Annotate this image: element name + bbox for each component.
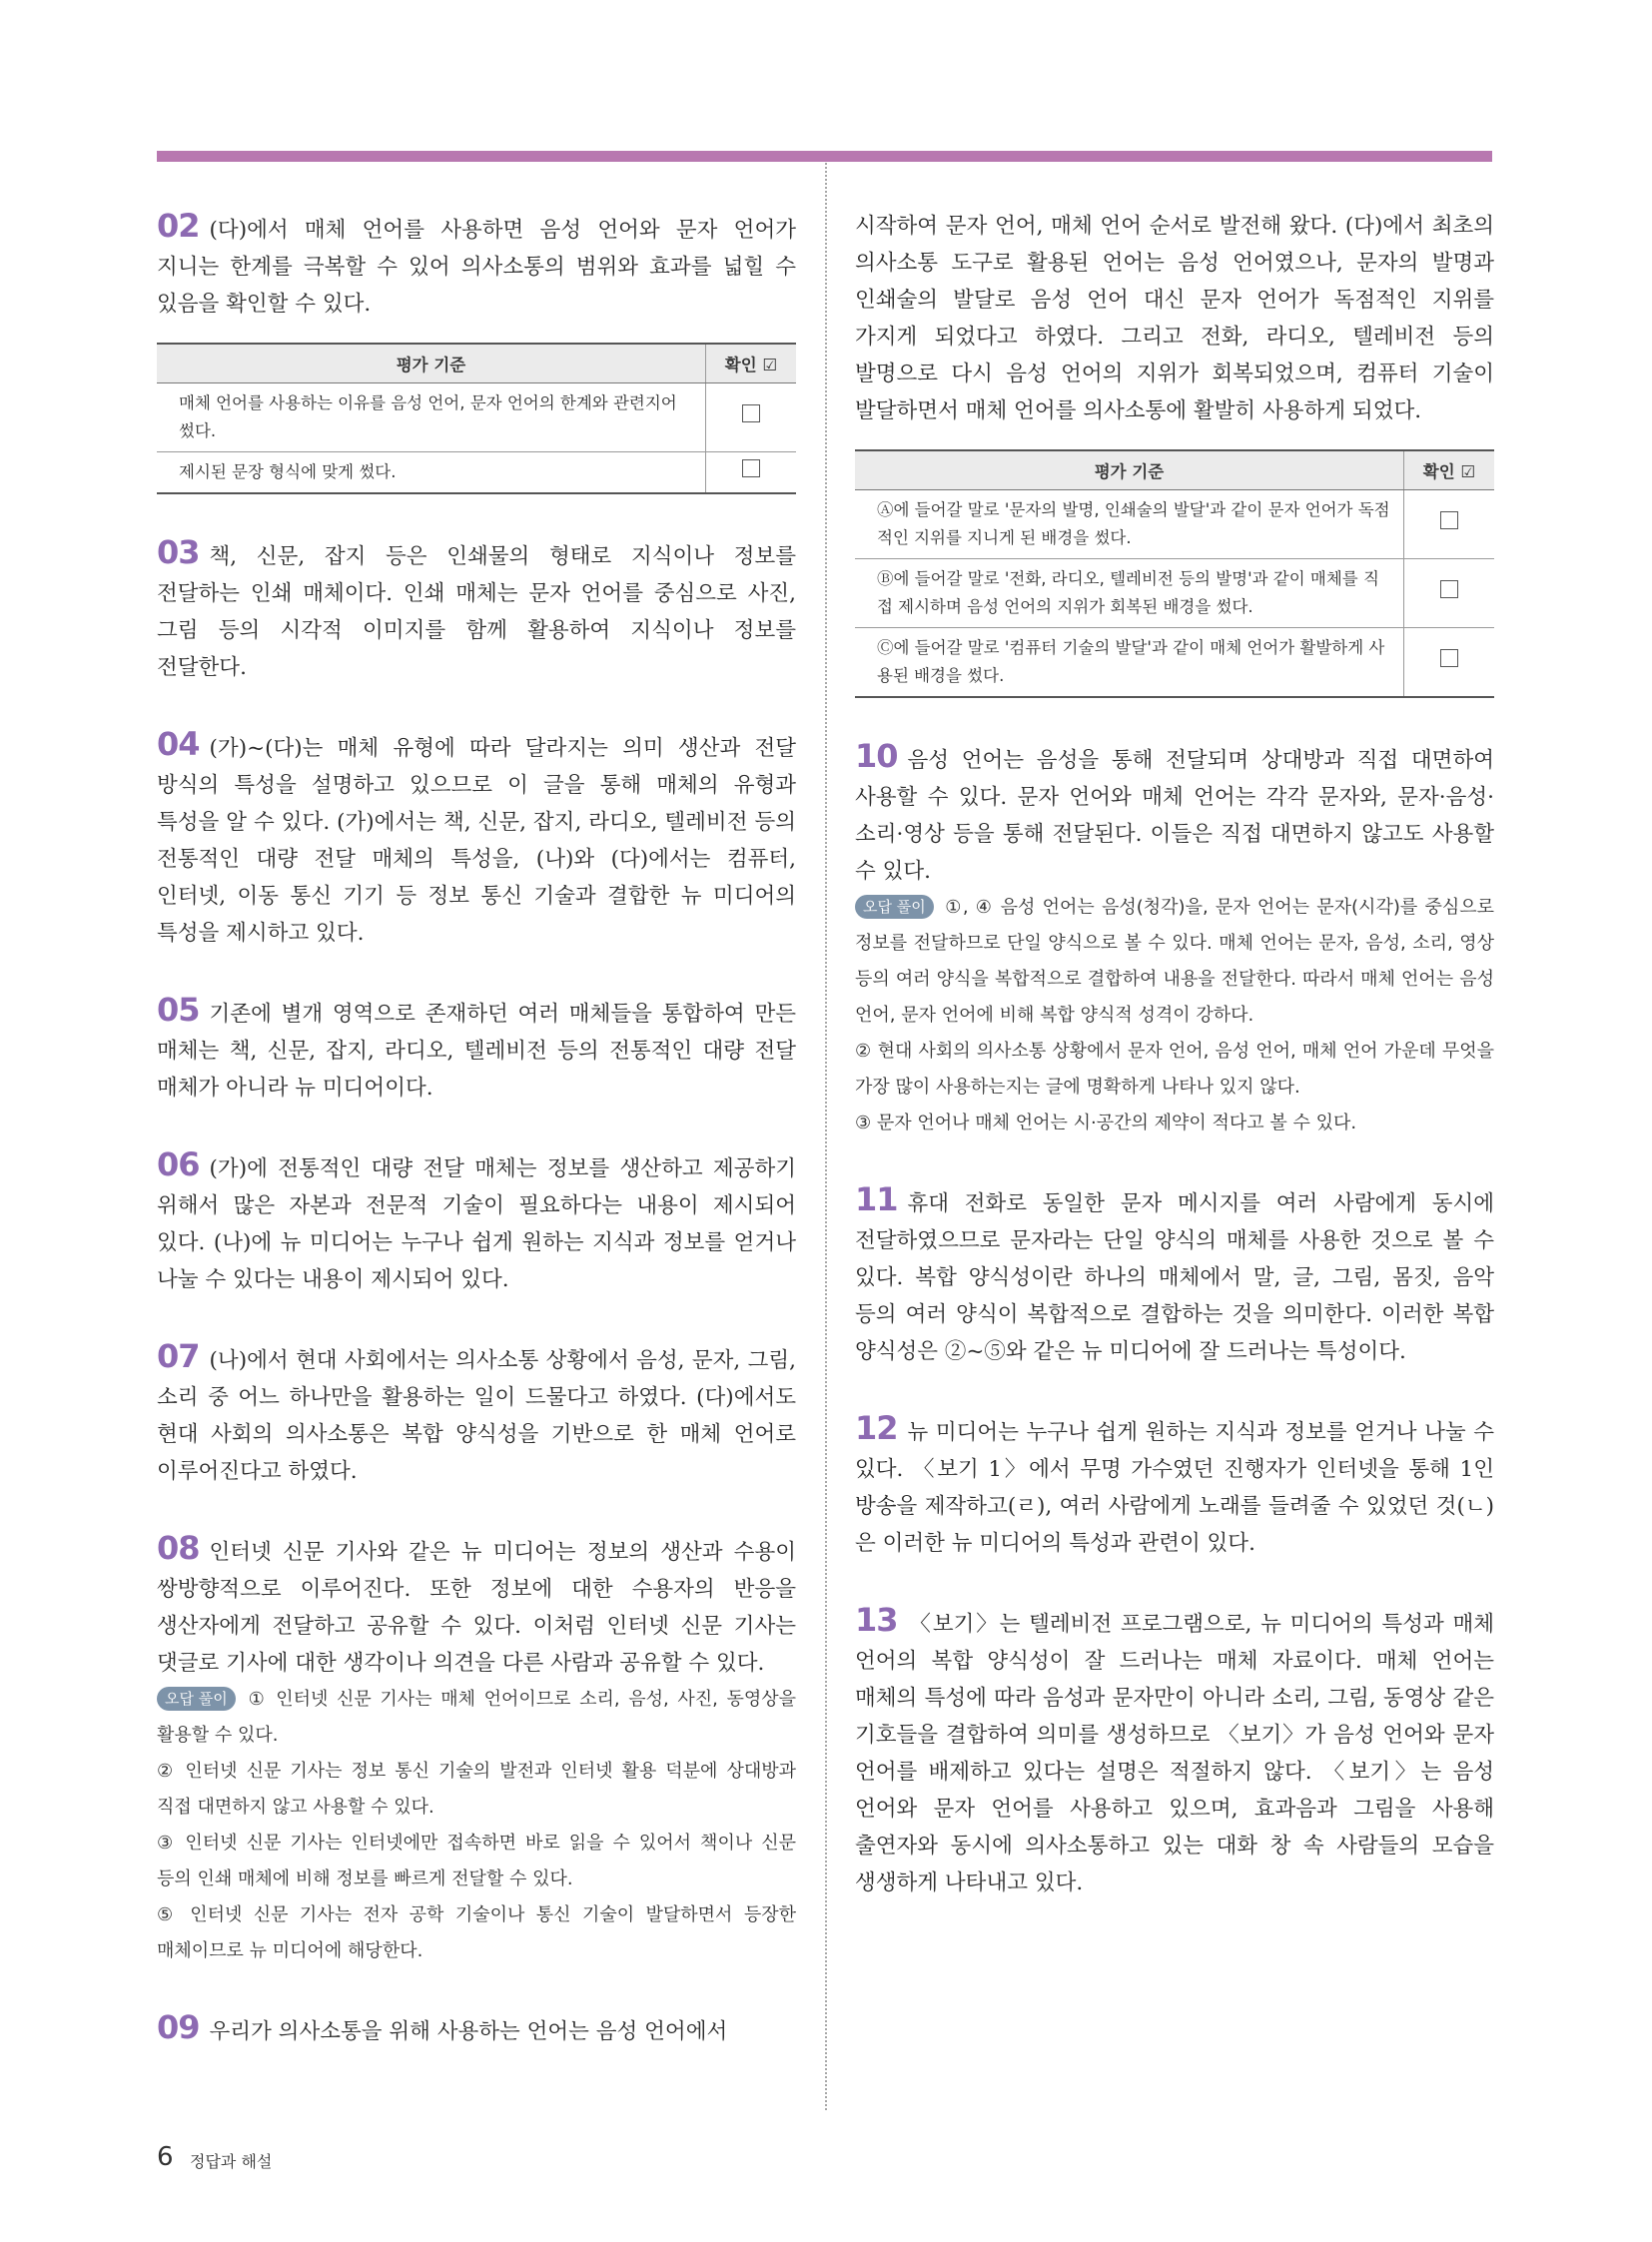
- checkbox[interactable]: [742, 459, 760, 477]
- answer-06: [157, 1146, 796, 1298]
- question-number: 07: [157, 1337, 200, 1375]
- criteria-text: 매체 언어를 사용하는 이유를 음성 언어, 문자 언어의 한계와 관련지어 썼다.: [157, 383, 706, 452]
- question-number: 06: [157, 1145, 200, 1183]
- answer-09-start: [157, 2009, 796, 2050]
- criteria-table: [157, 343, 796, 494]
- question-number: 11: [855, 1180, 898, 1218]
- answer-07: [157, 1338, 796, 1490]
- answer-11: [855, 1181, 1494, 1370]
- answer-02: [157, 208, 796, 494]
- answer-10: [855, 738, 1494, 1141]
- wrong-answer-note: ③ 문자 언어나 매체 언어는 시·공간의 제약이 적다고 볼 수 있다.: [855, 1113, 1357, 1133]
- answer-text: 시작하여 문자 언어, 매체 언어 순서로 발전해 왔다. (다)에서 최초의 의사소통 도구로 활용된 언어는 음성 언어였으나, 문자의 발명과 인쇄술의 발달로 음성 언어 대신 문자 언어가 독점적인 지위를 가지게 되었다고 하였다. 그리고 전화, 라디오, 텔레비전 등의 발명으로 다시 음성 언어의 지위가 회복되었으며, 컴퓨터 기술이 발달하면서 매체 언어를 의사소통에 활발히 사용하게 되었다.: [855, 214, 1494, 423]
- checkbox[interactable]: [1440, 649, 1458, 667]
- answer-text: (나)에서 현대 사회에서는 의사소통 상황에서 음성, 문자, 그림, 소리 중 어느 하나만을 활용하는 일이 드물다고 하였다. (다)에서도 현대 사회의 의사소통은 복합 양식성을 기반으로 한 매체 언어로 이루어진다고 하였다.: [157, 1348, 796, 1484]
- wrong-answer-badge: 오답 풀이: [855, 895, 934, 919]
- answer-text: (가)에 전통적인 대량 전달 매체는 정보를 생산하고 제공하기 위해서 많은 자본과 전문적 기술이 필요하다는 내용이 제시되어 있다. (나)에 뉴 미디어는 누구나 쉽게 원하는 지식과 정보를 얻거나 나눌 수 있다는 내용이 제시되어 있다.: [157, 1156, 796, 1292]
- question-number: 03: [157, 533, 200, 571]
- criteria-text: Ⓒ에 들어갈 말로 '컴퓨터 기술의 발달'과 같이 매체 언어가 활발하게 사용된 배경을 썼다.: [855, 628, 1404, 698]
- answer-text: 기존에 별개 영역으로 존재하던 여러 매체들을 통합하여 만든 매체는 책, 신문, 잡지, 라디오, 텔레비전 등의 전통적인 대량 전달 매체가 아니라 뉴 미디어이다.: [157, 1002, 796, 1101]
- answer-05: [157, 992, 796, 1107]
- answer-text: 우리가 의사소통을 위해 사용하는 언어는 음성 언어에서: [209, 2019, 728, 2044]
- checkbox[interactable]: [742, 404, 760, 422]
- header-accent-bar: [157, 151, 1492, 162]
- criteria-text: Ⓑ에 들어갈 말로 '전화, 라디오, 텔레비전 등의 발명'과 같이 매체를 직접 제시하며 음성 언어의 지위가 회복된 배경을 썼다.: [855, 559, 1404, 628]
- check-header: 확인 ☑: [1404, 450, 1495, 490]
- page-number: 6: [157, 2142, 174, 2172]
- answer-text: (다)에서 매체 언어를 사용하면 음성 언어와 문자 언어가 지니는 한계를 극복할 수 있어 의사소통의 범위와 효과를 넓힐 수 있음을 확인할 수 있다.: [157, 218, 796, 317]
- question-number: 09: [157, 2008, 200, 2046]
- wrong-answer-note: ① 인터넷 신문 기사는 매체 언어이므로 소리, 음성, 사진, 동영상을 활용할 수 있다.: [157, 1689, 796, 1746]
- question-number: 10: [855, 737, 898, 775]
- question-number: 08: [157, 1529, 200, 1567]
- question-number: 13: [855, 1601, 898, 1639]
- wrong-answer-note: ①, ④ 음성 언어는 음성(청각)을, 문자 언어는 문자(시각)를 중심으로 정보를 전달하므로 단일 양식으로 볼 수 있다. 매체 언어는 문자, 음성, 소리, 영상 등의 여러 양식을 복합적으로 결합하여 내용을 전달한다. 따라서 매체 언어는 음성 언어, 문자 언어에 비해 복합 양식적 성격이 강하다.: [855, 897, 1494, 1026]
- criteria-text: Ⓐ에 들어갈 말로 '문자의 발명, 인쇄술의 발달'과 같이 문자 언어가 독점적인 지위를 지니게 된 배경을 썼다.: [855, 490, 1404, 559]
- answer-12: [855, 1410, 1494, 1562]
- answer-text: 뉴 미디어는 누구나 쉽게 원하는 지식과 정보를 얻거나 나눌 수 있다. 〈보기 1〉에서 무명 가수였던 진행자가 인터넷을 통해 1인 방송을 제작하고(ㄹ), 여러 사람에게 노래를 들려줄 수 있었던 것(ㄴ)은 이러한 뉴 미디어의 특성과 관련이 있다.: [855, 1420, 1494, 1556]
- question-number: 04: [157, 725, 200, 763]
- criteria-header: 평가 기준: [855, 450, 1404, 490]
- answer-03: [157, 534, 796, 686]
- answer-text: (가)~(다)는 매체 유형에 따라 달라지는 의미 생산과 전달 방식의 특성을 설명하고 있으므로 이 글을 통해 매체의 유형과 특성을 알 수 있다. (가)에서는 책, 신문, 잡지, 라디오, 텔레비전 등의 전통적인 대량 전달 매체의 특성을, (나)와 (다)에서는 컴퓨터, 인터넷, 이동 통신 기기 등 정보 통신 기술과 결합한 뉴 미디어의 특성을 제시하고 있다.: [157, 736, 796, 946]
- wrong-answer-note: ② 현대 사회의 의사소통 상황에서 문자 언어, 음성 언어, 매체 언어 가운데 무엇을 가장 많이 사용하는지는 글에 명확하게 나타나 있지 않다.: [855, 1041, 1494, 1098]
- right-column: [855, 208, 1494, 1941]
- question-number: 02: [157, 207, 200, 245]
- answer-04: [157, 726, 796, 952]
- answer-text: 인터넷 신문 기사와 같은 뉴 미디어는 정보의 생산과 수용이 쌍방향적으로 이루어진다. 또한 정보에 대한 수용자의 반응을 생산자에게 전달하고 공유할 수 있다. 이처럼 인터넷 신문 기사는 댓글로 기사에 대한 생각이나 의견을 다른 사람과 공유할 수 있다.: [157, 1540, 796, 1676]
- criteria-text: 제시된 문장 형식에 맞게 썼다.: [157, 452, 706, 494]
- wrong-answer-badge: 오답 풀이: [157, 1687, 236, 1711]
- criteria-table: [855, 449, 1494, 698]
- answer-09-continued: [855, 208, 1494, 698]
- column-divider: [825, 163, 827, 2110]
- wrong-answer-note: ③ 인터넷 신문 기사는 인터넷에만 접속하면 바로 읽을 수 있어서 책이나 신문 등의 인쇄 매체에 비해 정보를 빠르게 전달할 수 있다.: [157, 1833, 796, 1889]
- wrong-answer-note: ⑤ 인터넷 신문 기사는 전자 공학 기술이나 통신 기술이 발달하면서 등장한 매체이므로 뉴 미디어에 해당한다.: [157, 1904, 796, 1961]
- answer-text: 휴대 전화로 동일한 문자 메시지를 여러 사람에게 동시에 전달하였으므로 문자라는 단일 양식의 매체를 사용한 것으로 볼 수 있다. 복합 양식성이란 하나의 매체에서 말, 글, 그림, 몸짓, 음악 등의 여러 양식이 복합적으로 결합하는 것을 의미한다. 이러한 복합 양식성은 ②~⑤와 같은 뉴 미디어에 잘 드러나는 특성이다.: [855, 1191, 1494, 1364]
- answer-08: [157, 1530, 796, 1969]
- criteria-header: 평가 기준: [157, 344, 706, 383]
- answer-text: 음성 언어는 음성을 통해 전달되며 상대방과 직접 대면하여 사용할 수 있다. 문자 언어와 매체 언어는 각각 문자와, 문자·음성·소리·영상 등을 통해 전달된다. 이들은 직접 대면하지 않고도 사용할 수 있다.: [855, 748, 1494, 884]
- question-number: 05: [157, 991, 200, 1029]
- checkbox[interactable]: [1440, 580, 1458, 598]
- answer-text: 〈보기〉는 텔레비전 프로그램으로, 뉴 미디어의 특성과 매체 언어의 복합 양식성이 잘 드러나는 매체 자료이다. 매체 언어는 매체의 특성에 따라 음성과 문자만이 아니라 소리, 그림, 동영상 같은 기호들을 결합하여 의미를 생성하므로 〈보기〉가 음성 언어와 문자 언어를 배제하고 있다는 설명은 적절하지 않다. 〈보기〉는 음성 언어와 문자 언어를 사용하고 있으며, 효과음과 그림을 사용해 출연자와 동시에 의사소통하고 있는 대화 창 속 사람들의 모습을 생생하게 나타내고 있다.: [855, 1612, 1494, 1895]
- question-number: 12: [855, 1409, 898, 1447]
- answer-13: [855, 1602, 1494, 1901]
- section-label: 정답과 해설: [190, 2152, 273, 2171]
- left-column: [157, 208, 796, 2090]
- wrong-answer-note: ② 인터넷 신문 기사는 정보 통신 기술의 발전과 인터넷 활용 덕분에 상대방과 직접 대면하지 않고 사용할 수 있다.: [157, 1761, 796, 1818]
- check-header: 확인 ☑: [706, 344, 797, 383]
- answer-text: 책, 신문, 잡지 등은 인쇄물의 형태로 지식이나 정보를 전달하는 인쇄 매체이다. 인쇄 매체는 문자 언어를 중심으로 사진, 그림 등의 시각적 이미지를 함께 활용하여 지식이나 정보를 전달한다.: [157, 544, 796, 680]
- checkbox[interactable]: [1440, 511, 1458, 529]
